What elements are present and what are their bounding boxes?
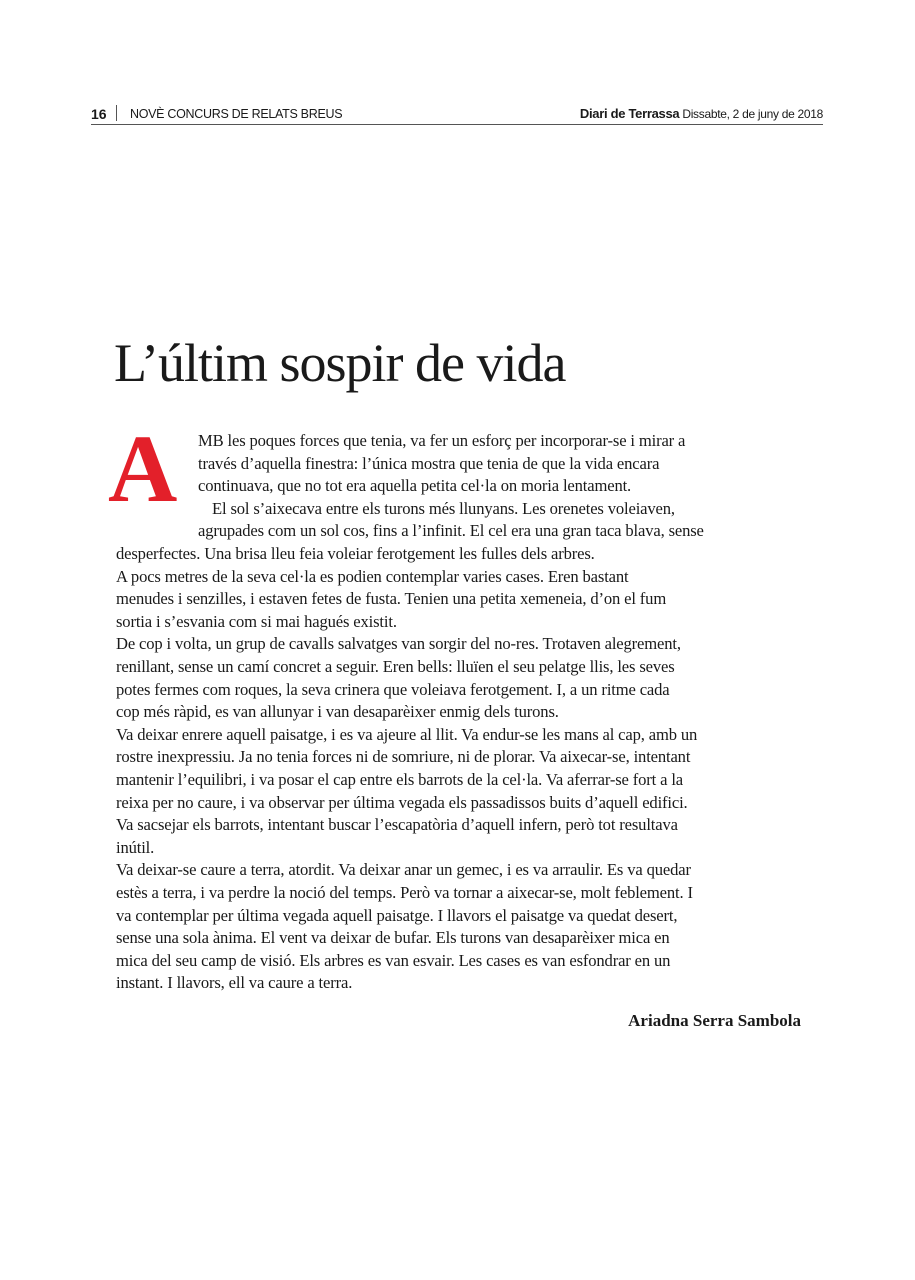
body-line: Va deixar-se caure a terra, atordit. Va deixar anar un gemec, i es va arraulir. Es va quedar [116, 860, 691, 880]
page-header [91, 104, 823, 125]
body-line: menudes i senzilles, i estaven fetes de fusta. Tenien una petita xemeneia, d’on el fum [116, 589, 667, 609]
body-line: renillant, sense un camí concret a seguir. Eren bells: lluïen el seu pelatge llis, les seves [116, 657, 675, 676]
page-number: 16 [91, 106, 107, 122]
body-line: instant. I llavors, ell va caure a terra. [116, 973, 353, 993]
drop-cap: A [108, 415, 178, 522]
body-line: A pocs metres de la seva cel·la es podien contemplar varies cases. Eren bastant [116, 566, 629, 586]
article-title: L’últim sospir de vida [114, 333, 566, 393]
body-line: potes fermes com roques, la seva crinera que voleiava ferotgement. I, a un ritme cada [116, 679, 670, 699]
body-line: sense una sola ànima. El vent va deixar de bufar. Els turons van desaparèixer mica en [116, 928, 670, 948]
body-line: reixa per no caure, i va observar per última vegada els passadissos buits d’aquell edifici. [116, 792, 688, 812]
section-title: NOVÈ CONCURS DE RELATS BREUS [130, 107, 343, 121]
body-line: mica del seu camp de visió. Els arbres es van esvair. Les cases es van esfondrar en un [116, 950, 671, 970]
body-line: través d’aquella finestra: l’única mostra que tenia de que la vida encara [198, 453, 660, 473]
newspaper-name: Diari de Terrassa [579, 106, 680, 121]
author-name: Ariadna Serra Sambola [628, 1011, 801, 1030]
body-line: Va sacsejar els barrots, intentant buscar l’escapatòria d’aquell infern, però tot resultava [116, 815, 678, 835]
body-line: Va deixar enrere aquell paisatge, i es va ajeure al llit. Va endur-se les mans al cap, amb un [116, 724, 698, 744]
issue-date: Dissabte, 2 de juny de 2018 [682, 107, 823, 121]
body-line: continuava, que no tot era aquella petita cel·la on moria lentament. [198, 476, 632, 496]
masthead [580, 106, 823, 121]
body-line: inútil. [116, 837, 155, 857]
body-line: MB les poques forces que tenia, va fer un esforç per incorporar-se i mirar a [198, 431, 686, 450]
body-line: cop més ràpid, es van allunyar i van desaparèixer enmig dels turons. [116, 702, 559, 722]
body-line: rostre inexpressiu. Ja no tenia forces ni de somriure, ni de plorar. Va aixecar-se, intentant [116, 747, 691, 767]
body-line: mantenir l’equilibri, i va posar el cap entre els barrots de la cel·la. Va aferrar-se fort a la [116, 770, 684, 789]
body-line: agrupades com un sol cos, fins a l’infinit. El cel era una gran taca blava, sense [198, 521, 704, 541]
body-line: estès a terra, i va perdre la noció del temps. Però va tornar a aixecar-se, molt feblement. I [116, 883, 693, 902]
body-line: sortia i s’esvania com si mai hagués existit. [116, 611, 397, 631]
body-line: De cop i volta, un grup de cavalls salvatges van sorgir del no-res. Trotaven alegrement, [116, 634, 681, 654]
body-line: El sol s’aixecava entre els turons més llunyans. Les orenetes voleiaven, [212, 498, 675, 518]
header-divider [116, 105, 117, 121]
body-line: va contemplar per última vegada aquell paisatge. I llavors el paisatge va quedat desert, [116, 905, 678, 925]
body-line: desperfectes. Una brisa lleu feia voleiar ferotgement les fulles dels arbres. [116, 544, 595, 563]
